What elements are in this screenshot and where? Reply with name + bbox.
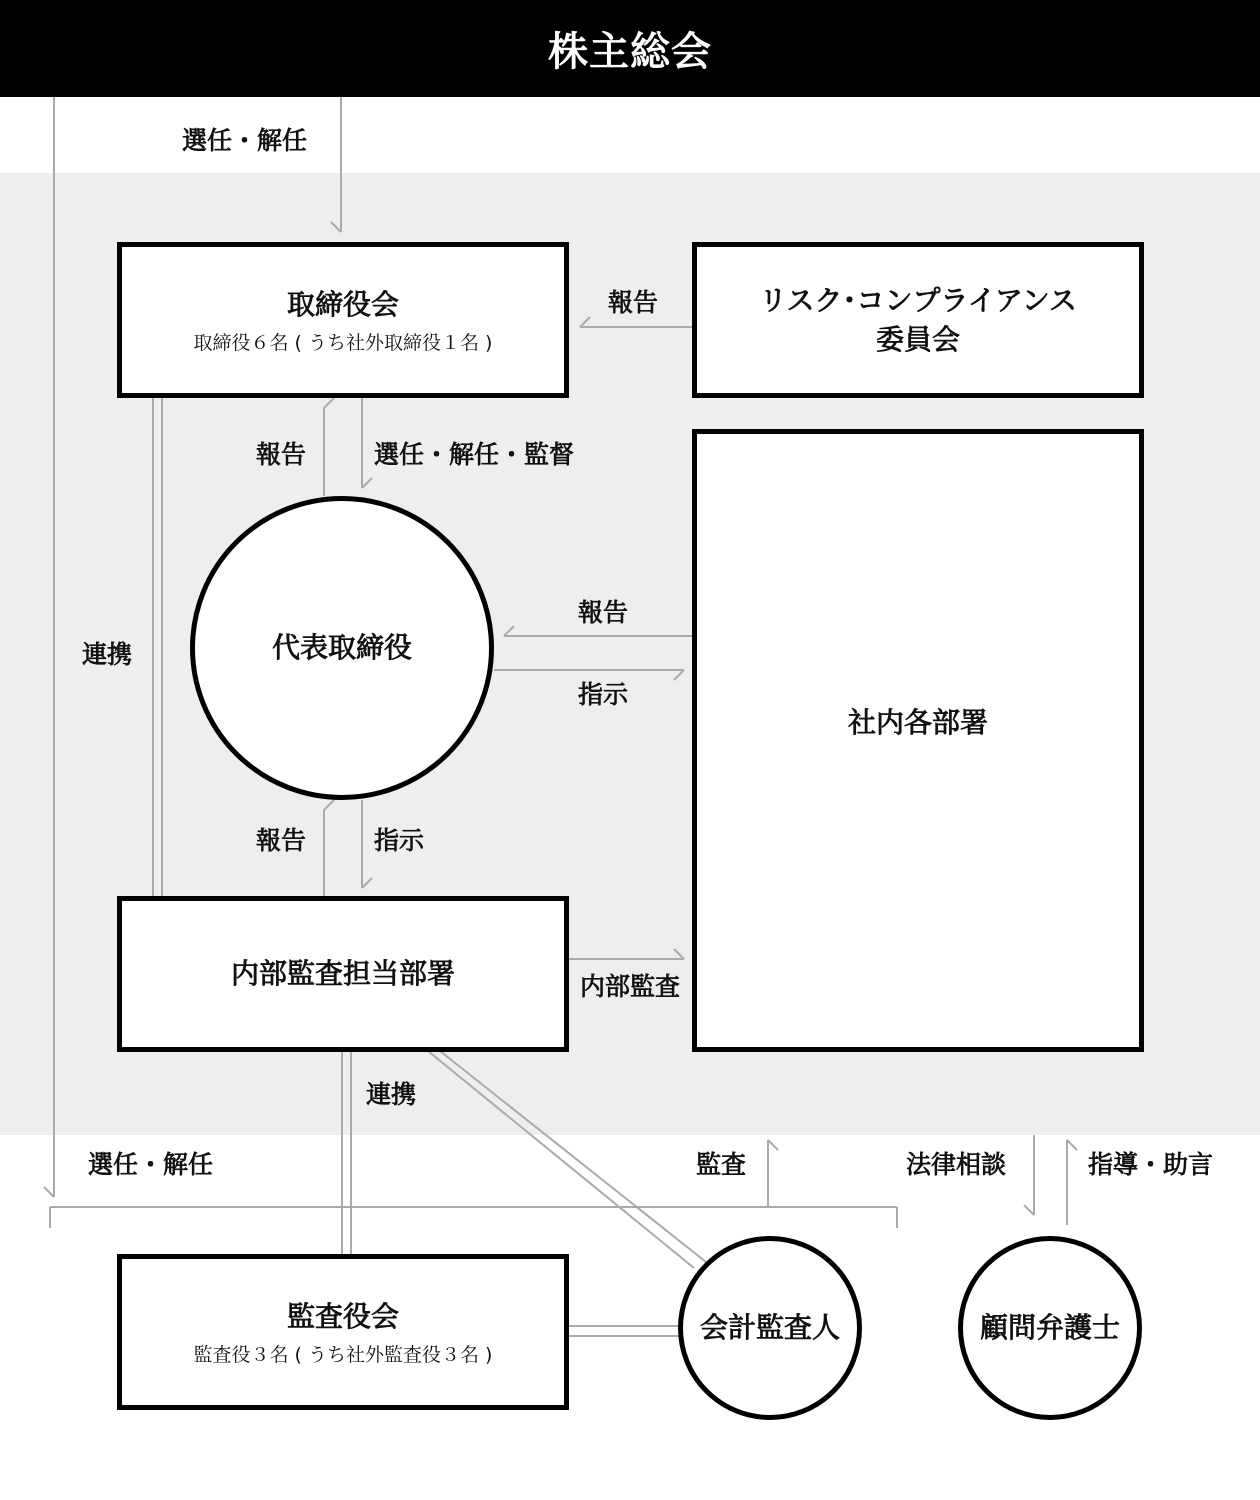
departments-title: 社内各部署 (847, 705, 988, 739)
label-cooperate-bottom: 連携 (366, 1080, 417, 1109)
auditors-title: 監査役会 (286, 1299, 399, 1333)
label-cooperate-left: 連携 (82, 640, 133, 669)
board-title: 取締役会 (286, 287, 399, 321)
audit-board-box (117, 1254, 569, 1410)
label-report-ceo-board: 報告 (256, 440, 307, 469)
risk-compliance-committee-box (692, 242, 1144, 398)
label-report-audit: 報告 (256, 826, 307, 855)
label-report-depts: 報告 (578, 598, 629, 627)
label-instruct-audit: 指示 (374, 826, 425, 855)
accountant-title: 会計監査人 (699, 1311, 840, 1345)
legal-advisor-circle (958, 1236, 1142, 1420)
label-instruct-depts: 指示 (578, 680, 629, 709)
internal-audit-department-box (117, 896, 569, 1052)
lawyer-title: 顧問弁護士 (979, 1311, 1120, 1345)
risk-title-line2: 委員会 (875, 323, 960, 356)
label-audit: 監査 (696, 1150, 747, 1179)
board-of-directors-box (117, 242, 569, 398)
label-report-risk: 報告 (608, 288, 659, 317)
risk-title-line1: リスク･コンプライアンス (759, 283, 1077, 317)
ceo-title: 代表取締役 (271, 631, 412, 665)
board-composition: 取締役６名 ( うち社外取締役１名 ) (193, 332, 493, 355)
representative-director-circle (190, 496, 494, 800)
label-internal-audit: 内部監査 (580, 972, 681, 1001)
auditors-composition: 監査役３名 ( うち社外監査役３名 ) (193, 1344, 493, 1367)
label-elect-supervise: 選任・解任・監督 (374, 440, 575, 469)
accounting-auditor-circle (678, 1236, 862, 1420)
shareholders-meeting-header: 株主総会 (0, 0, 1260, 97)
label-elect-dismiss-auditors: 選任・解任 (88, 1150, 214, 1179)
label-legal-consult: 法律相談 (906, 1150, 1007, 1179)
internal-departments-box (692, 429, 1144, 1052)
audit-dept-title: 内部監査担当部署 (230, 957, 455, 991)
label-elect-dismiss-board: 選任・解任 (182, 126, 308, 155)
label-guidance: 指導・助言 (1088, 1150, 1214, 1179)
